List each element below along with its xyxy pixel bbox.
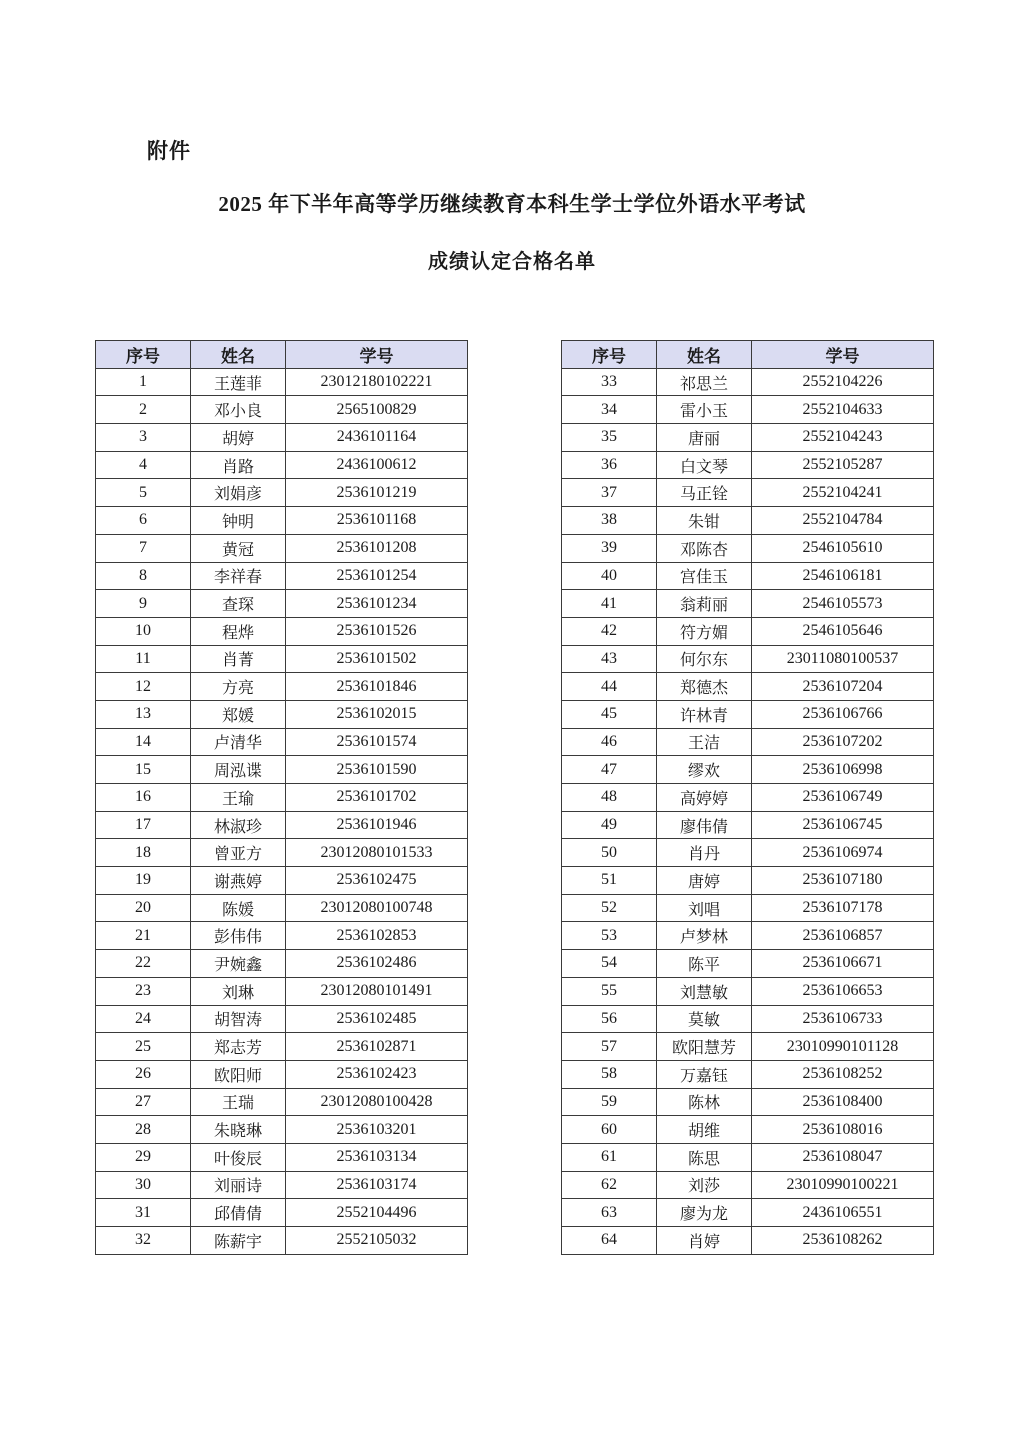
cell-number: 62 (562, 1171, 657, 1199)
cell-student-id: 2552104226 (752, 368, 934, 396)
table-row (96, 590, 468, 618)
cell-student-id: 23010990101128 (752, 1033, 934, 1061)
cell-student-id: 2536103134 (286, 1143, 468, 1171)
cell-number: 48 (562, 784, 657, 812)
cell-student-id: 2536101526 (286, 617, 468, 645)
cell-number: 64 (562, 1227, 657, 1255)
cell-name: 符方媚 (657, 617, 752, 645)
table-row (96, 451, 468, 479)
cell-student-id: 2536106857 (752, 922, 934, 950)
table-row (562, 479, 934, 507)
cell-name: 高婷婷 (657, 784, 752, 812)
cell-name: 万嘉钰 (657, 1060, 752, 1088)
table-row (96, 645, 468, 673)
table-row (96, 396, 468, 424)
attachment-label: 附件 (147, 139, 191, 163)
cell-number: 17 (96, 811, 191, 839)
cell-number: 36 (562, 451, 657, 479)
cell-student-id: 2536102423 (286, 1060, 468, 1088)
cell-number: 37 (562, 479, 657, 507)
cell-number: 47 (562, 756, 657, 784)
cell-number: 4 (96, 451, 191, 479)
cell-number: 59 (562, 1088, 657, 1116)
cell-name: 胡智涛 (191, 1005, 286, 1033)
table-row (96, 1227, 468, 1255)
cell-name: 钟明 (191, 507, 286, 535)
table-row (96, 1005, 468, 1033)
cell-number: 11 (96, 645, 191, 673)
cell-student-id: 2536103174 (286, 1171, 468, 1199)
cell-student-id: 2536106745 (752, 811, 934, 839)
cell-student-id: 2552104243 (752, 424, 934, 452)
cell-number: 18 (96, 839, 191, 867)
cell-name: 肖路 (191, 451, 286, 479)
cell-name: 王洁 (657, 728, 752, 756)
table-row (96, 784, 468, 812)
cell-number: 30 (96, 1171, 191, 1199)
cell-number: 57 (562, 1033, 657, 1061)
cell-student-id: 2536101168 (286, 507, 468, 535)
cell-student-id: 2546105573 (752, 590, 934, 618)
cell-student-id: 2536106653 (752, 977, 934, 1005)
cell-student-id: 2536106733 (752, 1005, 934, 1033)
header-student-id: 学号 (286, 341, 468, 369)
table-row (96, 839, 468, 867)
cell-name: 廖伟倩 (657, 811, 752, 839)
cell-number: 27 (96, 1088, 191, 1116)
cell-name: 刘琳 (191, 977, 286, 1005)
cell-student-id: 2536106749 (752, 784, 934, 812)
cell-student-id: 2536102015 (286, 700, 468, 728)
cell-name: 邱倩倩 (191, 1199, 286, 1227)
table-row (562, 867, 934, 895)
cell-number: 41 (562, 590, 657, 618)
cell-student-id: 2536107202 (752, 728, 934, 756)
cell-number: 21 (96, 922, 191, 950)
cell-student-id: 2536102486 (286, 950, 468, 978)
roster-table-left (95, 340, 468, 1255)
table-row (562, 977, 934, 1005)
table-row (562, 396, 934, 424)
table-row (96, 424, 468, 452)
header-number: 序号 (96, 341, 191, 369)
cell-student-id: 2552104241 (752, 479, 934, 507)
cell-number: 2 (96, 396, 191, 424)
table-row (96, 1088, 468, 1116)
cell-name: 刘莎 (657, 1171, 752, 1199)
cell-student-id: 2565100829 (286, 396, 468, 424)
table-row (562, 534, 934, 562)
cell-name: 胡维 (657, 1116, 752, 1144)
table-row (562, 922, 934, 950)
cell-student-id: 2552104496 (286, 1199, 468, 1227)
table-row (562, 1227, 934, 1255)
cell-name: 刘慧敏 (657, 977, 752, 1005)
table-row (562, 424, 934, 452)
cell-name: 刘唱 (657, 894, 752, 922)
table-row (96, 617, 468, 645)
cell-name: 谢燕婷 (191, 867, 286, 895)
cell-number: 58 (562, 1060, 657, 1088)
cell-student-id: 2552105032 (286, 1227, 468, 1255)
cell-student-id: 2536103201 (286, 1116, 468, 1144)
cell-name: 邓小良 (191, 396, 286, 424)
cell-student-id: 23012180102221 (286, 368, 468, 396)
table-row (562, 700, 934, 728)
cell-number: 9 (96, 590, 191, 618)
table-row (562, 451, 934, 479)
cell-number: 6 (96, 507, 191, 535)
cell-number: 26 (96, 1060, 191, 1088)
cell-name: 欧阳师 (191, 1060, 286, 1088)
table-row (562, 1033, 934, 1061)
cell-student-id: 2536106766 (752, 700, 934, 728)
table-row (96, 977, 468, 1005)
cell-name: 彭伟伟 (191, 922, 286, 950)
table-row (96, 1143, 468, 1171)
cell-number: 39 (562, 534, 657, 562)
cell-student-id: 2536102475 (286, 867, 468, 895)
cell-name: 何尔东 (657, 645, 752, 673)
cell-name: 廖为龙 (657, 1199, 752, 1227)
cell-student-id: 2552104784 (752, 507, 934, 535)
cell-student-id: 2536101254 (286, 562, 468, 590)
cell-student-id: 2552105287 (752, 451, 934, 479)
cell-number: 28 (96, 1116, 191, 1144)
table-header-row (96, 341, 468, 369)
cell-name: 林淑珍 (191, 811, 286, 839)
cell-number: 54 (562, 950, 657, 978)
cell-student-id: 2536107178 (752, 894, 934, 922)
cell-name: 朱晓琳 (191, 1116, 286, 1144)
cell-number: 8 (96, 562, 191, 590)
table-row (96, 1171, 468, 1199)
table-row (96, 562, 468, 590)
cell-number: 31 (96, 1199, 191, 1227)
cell-student-id: 2536101946 (286, 811, 468, 839)
cell-student-id: 2536108400 (752, 1088, 934, 1116)
cell-name: 雷小玉 (657, 396, 752, 424)
cell-name: 尹婉鑫 (191, 950, 286, 978)
table-row (96, 756, 468, 784)
cell-number: 15 (96, 756, 191, 784)
cell-name: 卢梦林 (657, 922, 752, 950)
table-row (562, 590, 934, 618)
table-row (96, 1116, 468, 1144)
cell-number: 14 (96, 728, 191, 756)
cell-name: 方亮 (191, 673, 286, 701)
cell-name: 郑德杰 (657, 673, 752, 701)
cell-number: 50 (562, 839, 657, 867)
table-row (562, 784, 934, 812)
roster-body-left (96, 368, 468, 1254)
cell-number: 7 (96, 534, 191, 562)
table-row (562, 1060, 934, 1088)
cell-number: 19 (96, 867, 191, 895)
cell-student-id: 23011080100537 (752, 645, 934, 673)
cell-student-id: 2536101590 (286, 756, 468, 784)
table-row (96, 1060, 468, 1088)
cell-student-id: 2436101164 (286, 424, 468, 452)
cell-number: 24 (96, 1005, 191, 1033)
cell-student-id: 2436100612 (286, 451, 468, 479)
table-row (96, 534, 468, 562)
cell-student-id: 23012080101491 (286, 977, 468, 1005)
cell-name: 曾亚方 (191, 839, 286, 867)
roster-tables (95, 340, 934, 1255)
table-row (96, 1033, 468, 1061)
cell-name: 肖菁 (191, 645, 286, 673)
cell-name: 李祥春 (191, 562, 286, 590)
table-row (96, 1199, 468, 1227)
cell-student-id: 2546106181 (752, 562, 934, 590)
cell-name: 缪欢 (657, 756, 752, 784)
header-name: 姓名 (657, 341, 752, 369)
cell-student-id: 2536106671 (752, 950, 934, 978)
table-row (562, 673, 934, 701)
cell-student-id: 2536108047 (752, 1143, 934, 1171)
cell-number: 1 (96, 368, 191, 396)
table-row (96, 894, 468, 922)
cell-number: 25 (96, 1033, 191, 1061)
cell-number: 40 (562, 562, 657, 590)
table-row (562, 728, 934, 756)
cell-number: 5 (96, 479, 191, 507)
cell-number: 35 (562, 424, 657, 452)
cell-student-id: 2536108262 (752, 1227, 934, 1255)
cell-name: 祁思兰 (657, 368, 752, 396)
table-row (96, 950, 468, 978)
cell-name: 唐婷 (657, 867, 752, 895)
cell-number: 49 (562, 811, 657, 839)
cell-name: 肖丹 (657, 839, 752, 867)
cell-student-id: 2536106974 (752, 839, 934, 867)
cell-student-id: 2536108016 (752, 1116, 934, 1144)
cell-number: 63 (562, 1199, 657, 1227)
table-row (96, 811, 468, 839)
cell-name: 翁莉丽 (657, 590, 752, 618)
cell-number: 10 (96, 617, 191, 645)
cell-student-id: 2536101208 (286, 534, 468, 562)
cell-name: 卢清华 (191, 728, 286, 756)
roster-table-right (561, 340, 934, 1255)
table-row (562, 562, 934, 590)
cell-number: 3 (96, 424, 191, 452)
cell-name: 刘丽诗 (191, 1171, 286, 1199)
cell-name: 王瑞 (191, 1088, 286, 1116)
table-row (562, 368, 934, 396)
table-row (562, 1199, 934, 1227)
cell-name: 许林青 (657, 700, 752, 728)
cell-name: 唐丽 (657, 424, 752, 452)
cell-name: 莫敏 (657, 1005, 752, 1033)
table-row (562, 756, 934, 784)
cell-name: 王瑜 (191, 784, 286, 812)
cell-number: 38 (562, 507, 657, 535)
cell-student-id: 23012080100428 (286, 1088, 468, 1116)
header-number: 序号 (562, 341, 657, 369)
table-row (562, 507, 934, 535)
cell-name: 刘娟彦 (191, 479, 286, 507)
cell-number: 20 (96, 894, 191, 922)
cell-student-id: 2536107180 (752, 867, 934, 895)
table-row (562, 839, 934, 867)
cell-student-id: 2536106998 (752, 756, 934, 784)
table-row (96, 700, 468, 728)
table-row (96, 728, 468, 756)
cell-name: 郑媛 (191, 700, 286, 728)
cell-number: 52 (562, 894, 657, 922)
cell-name: 欧阳慧芳 (657, 1033, 752, 1061)
table-row (562, 1088, 934, 1116)
cell-student-id: 2536102871 (286, 1033, 468, 1061)
cell-student-id: 2536101234 (286, 590, 468, 618)
cell-number: 23 (96, 977, 191, 1005)
cell-name: 郑志芳 (191, 1033, 286, 1061)
cell-name: 陈林 (657, 1088, 752, 1116)
cell-number: 56 (562, 1005, 657, 1033)
cell-student-id: 2536108252 (752, 1060, 934, 1088)
cell-student-id: 2546105610 (752, 534, 934, 562)
table-row (562, 894, 934, 922)
cell-student-id: 2536101574 (286, 728, 468, 756)
cell-number: 42 (562, 617, 657, 645)
cell-number: 46 (562, 728, 657, 756)
cell-name: 邓陈杏 (657, 534, 752, 562)
cell-number: 32 (96, 1227, 191, 1255)
header-student-id: 学号 (752, 341, 934, 369)
table-row (562, 645, 934, 673)
cell-student-id: 23012080100748 (286, 894, 468, 922)
cell-name: 马正铨 (657, 479, 752, 507)
table-row (562, 811, 934, 839)
table-row (96, 673, 468, 701)
cell-number: 44 (562, 673, 657, 701)
table-row (96, 368, 468, 396)
table-row (96, 922, 468, 950)
cell-number: 51 (562, 867, 657, 895)
cell-student-id: 2436106551 (752, 1199, 934, 1227)
cell-student-id: 2536101502 (286, 645, 468, 673)
cell-name: 王莲菲 (191, 368, 286, 396)
table-row (562, 1005, 934, 1033)
cell-name: 朱钳 (657, 507, 752, 535)
document-title: 2025 年下半年高等学历继续教育本科生学士学位外语水平考试 (218, 192, 806, 216)
cell-student-id: 2546105646 (752, 617, 934, 645)
table-row (562, 1143, 934, 1171)
roster-body-right (562, 368, 934, 1254)
cell-number: 60 (562, 1116, 657, 1144)
cell-name: 程烨 (191, 617, 286, 645)
cell-student-id: 2536101219 (286, 479, 468, 507)
cell-student-id: 2552104633 (752, 396, 934, 424)
document-subtitle: 成绩认定合格名单 (428, 251, 596, 273)
table-row (562, 1171, 934, 1199)
cell-name: 周泓谍 (191, 756, 286, 784)
cell-name: 陈思 (657, 1143, 752, 1171)
cell-number: 55 (562, 977, 657, 1005)
cell-student-id: 23012080101533 (286, 839, 468, 867)
cell-name: 白文琴 (657, 451, 752, 479)
cell-student-id: 2536102485 (286, 1005, 468, 1033)
cell-student-id: 2536102853 (286, 922, 468, 950)
header-name: 姓名 (191, 341, 286, 369)
table-row (562, 617, 934, 645)
table-row (562, 950, 934, 978)
cell-name: 陈薪宇 (191, 1227, 286, 1255)
cell-number: 12 (96, 673, 191, 701)
cell-name: 陈媛 (191, 894, 286, 922)
cell-number: 22 (96, 950, 191, 978)
cell-number: 29 (96, 1143, 191, 1171)
cell-name: 叶俊辰 (191, 1143, 286, 1171)
table-row (562, 1116, 934, 1144)
cell-number: 53 (562, 922, 657, 950)
cell-name: 胡婷 (191, 424, 286, 452)
cell-student-id: 23010990100221 (752, 1171, 934, 1199)
cell-number: 13 (96, 700, 191, 728)
cell-student-id: 2536101702 (286, 784, 468, 812)
cell-number: 16 (96, 784, 191, 812)
cell-name: 宫佳玉 (657, 562, 752, 590)
table-row (96, 507, 468, 535)
cell-number: 43 (562, 645, 657, 673)
cell-number: 34 (562, 396, 657, 424)
cell-name: 陈平 (657, 950, 752, 978)
table-row (96, 479, 468, 507)
cell-student-id: 2536101846 (286, 673, 468, 701)
cell-student-id: 2536107204 (752, 673, 934, 701)
cell-number: 45 (562, 700, 657, 728)
table-row (96, 867, 468, 895)
cell-name: 查琛 (191, 590, 286, 618)
cell-name: 黄冠 (191, 534, 286, 562)
cell-number: 61 (562, 1143, 657, 1171)
cell-number: 33 (562, 368, 657, 396)
cell-name: 肖婷 (657, 1227, 752, 1255)
table-header-row (562, 341, 934, 369)
